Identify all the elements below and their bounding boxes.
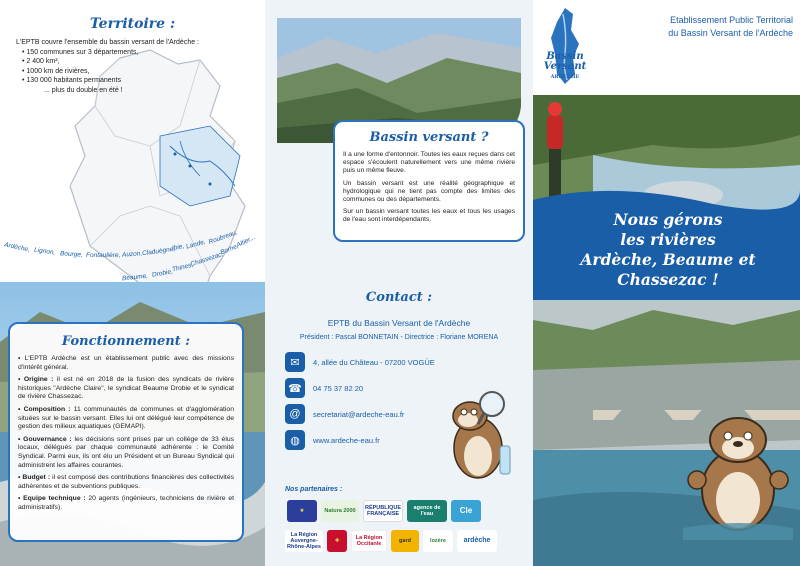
phone-icon: ☎ [285,378,305,398]
lozere-logo: lozère [423,530,453,552]
fonctionnement-title: Fonctionnement : [61,334,191,349]
slogan-line: les rivières [620,230,716,249]
fonctionnement-item [18,406,234,432]
org-line: Etablissement Public Territorial [670,15,793,25]
river-label: Chassezac, [189,250,225,269]
logo-line: Bassin [546,51,584,62]
org-line: du Bassin Versant de l'Ardèche [668,28,793,38]
territoire-bullet: • 1000 km de rivières, [22,67,256,77]
item-text: il est composé des contributions financières des collectivités adhérentes et de subventions publiques. [18,474,234,490]
fonctionnement-item [18,495,234,512]
item-text: les décisions sont prises par un collège de 33 élus locaux, délégués par chaque communauté adhérente : le Comité Syndical. Parmi eux, ils ont élu un Président et un Bureau Syndical qui administrent les affaires courantes. [18,435,235,469]
region-occitanie-logo: La Région Occitanie [351,530,387,552]
cle-logo: Cle [451,500,481,522]
river-label: Ardèche, [3,241,31,254]
river-label: Drobie, [151,268,174,279]
river-label: Roubreau, [207,229,239,246]
river-label: Altier... [235,233,257,250]
org-header [593,14,793,40]
item-text: 11 communautés de communes et d'agglomération situées sur le bassin versant. Elles lui ont délégué leur compétence de gestion des milieux aquatiques (GEMAPI). [18,405,234,431]
eu-flag-logo: ★ [287,500,317,522]
river-label: Fontaulière, [86,252,121,259]
contact-phone[interactable]: 04 75 37 82 20 [313,383,364,393]
territoire-title: Territoire : [89,16,176,32]
river-label: Bourge, [59,250,83,259]
otter-with-magnifier-illustration [430,386,530,486]
bassin-title: Bassin versant ? [369,130,489,145]
territoire-intro [16,38,256,95]
panel-cover [533,0,800,566]
at-sign-icon: @ [285,404,305,424]
gard-logo: gard [391,530,419,552]
agence-eau-logo: agence de l'eau [407,500,447,522]
item-text: il est né en 2018 de la fusion des syndicats de rivière historiques "Ardèche Claire", le syndicat Beaume Drobie et le syndicat de rivière Chassezac. [18,376,234,401]
territoire-tail: ... plus du double en été ! [44,86,123,94]
river-label: Beaume, [121,272,149,283]
territoire-bullet: • 130 000 habitants permanents [22,76,256,86]
logo-line: ARDÈCHE [550,74,580,80]
contact-president: Président : Pascal BONNETAIN - Directrice : Floriane MORENA [299,334,499,341]
slogan [543,210,793,290]
fonctionnement-item [18,436,234,470]
item-text: L'EPTB Ardèche est un établissement public avec des missions d'intérêt général. [18,355,234,371]
bassin-paragraph: Un bassin versant est une réalité géographique et hydrologique qui ne tient pas compte des limites des communes ou des départements. [343,179,515,204]
territoire-bullet: • 2 400 km², [22,57,256,67]
item-lead: Budget : [22,474,51,482]
slogan-line: Nous gérons [613,210,723,229]
item-text: 20 agents (ingénieurs, techniciens de rivière et administratifs). [18,495,234,511]
otter-thumbs-up-illustration [683,400,793,540]
river-label: Claduègne, [141,245,176,258]
contact-address-row [285,352,485,372]
contact-web[interactable]: www.ardeche-eau.fr [313,435,380,445]
contact-org: EPTB du Bassin Versant de l'Ardèche [327,318,471,328]
river-label: Borne, [219,242,240,257]
river-label: Auzon, [121,250,143,259]
item-lead: Gouvernance : [23,435,72,443]
ardeche-logo: ardèche [457,530,497,552]
bassin-paragraph: Sur un bassin versant toutes les eaux et tous les usages de l'eau sont interdépendants. [343,208,515,224]
contact-address: 4, allée du Château - 07200 VOGÜE [313,357,435,367]
slogan-line: Ardèche, Beaume et [580,250,756,269]
fonctionnement-card [8,322,244,542]
logo-text [537,52,593,82]
territoire-intro-text: L'EPTB couvre l'ensemble du bassin versant de l'Ardèche : [16,39,199,46]
mail-envelope-icon: ✉ [285,352,305,372]
territoire-bullet: • 150 communes sur 3 départements, [22,48,256,58]
contact-title: Contact : [365,290,433,305]
republique-francaise-logo: RÉPUBLIQUE FRANÇAISE [363,500,403,522]
item-lead: Equipe technique : [23,495,86,503]
logo-line: Versant [543,61,587,72]
partners-title: Nos partenaires : [285,486,343,493]
river-label: Lignon, [33,246,56,257]
river-names [3,229,264,288]
item-lead: Origine : [23,376,54,384]
river-label: Thines, [171,261,194,274]
item-lead: Composition : [23,405,71,413]
river-label: Ibie, [171,242,185,253]
river-label: Lande, [185,238,207,251]
natura-2000-logo: Natura 2000 [321,500,359,522]
fonctionnement-item [18,355,234,372]
bassin-paragraph: Il a une forme d'entonnoir. Toutes les eaux reçues dans cet espace s'écoulent naturellement vers une même rivière puis un même fleuve. [343,151,515,175]
region-aura-logo: La Région Auvergne-Rhône-Alpes [285,530,323,552]
panel-bassin-contact [265,0,533,566]
fonctionnement-item [18,474,234,491]
globe-icon: ◍ [285,430,305,450]
bassin-card [333,120,525,242]
contact-email[interactable]: secretariat@ardeche-eau.fr [313,409,405,419]
occitanie-cross-logo: ✚ [327,530,347,552]
fonctionnement-item [18,376,234,402]
panel-territoire [0,0,265,566]
slogan-line: Chassezac ! [617,270,719,289]
